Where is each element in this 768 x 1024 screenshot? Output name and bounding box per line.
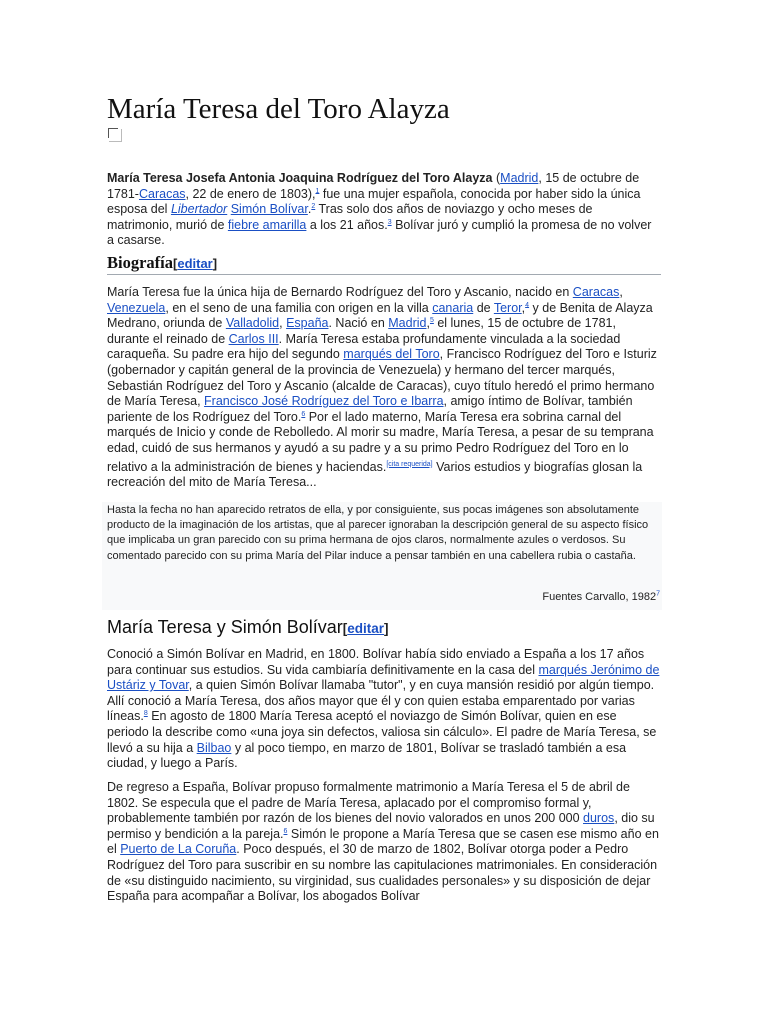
bolivar-paragraph-1: Conoció a Simón Bolívar en Madrid, en 1800. Bolívar había sido enviado a España a los 17 años para continuar sus estudios. Su vida cambiaría definitivamente en la casa del marqués Jerónimo de Ustáriz y Tovar, a quien Simón Bolívar llamaba "tutor", y en cuya mansión residió por algún tiempo. Allí conoció a María Teresa, dos años mayor que él y con quien estaba emparentado por varias líneas.$^8$ En agosto de 1800 María Teresa aceptó el noviazgo de Simón Bolívar, quien en ese periodo la describe como «una joya sin defectos, valiosa sin cálculo». El padre de María Teresa, se llevó a su hija a Bilbao y al poco tiempo, en marzo de 1801, Bolívar se trasladó también a esa ciudad, y luego a París. bbox=[107, 647, 660, 771]
link-madrid[interactable]: Madrid bbox=[500, 171, 539, 185]
link-marques-del-toro[interactable]: marqués del Toro bbox=[343, 347, 440, 362]
section-divider bbox=[107, 274, 661, 275]
section-heading-biografia: Biografía[editar] bbox=[107, 253, 218, 272]
subject-full-name: María Teresa Josefa Antonia Joaquina Rodríguez del Toro Alayza bbox=[107, 171, 493, 185]
link-simon-bolivar[interactable]: Simón Bolívar bbox=[230, 202, 308, 217]
edit-link-biografia[interactable]: [editar] bbox=[173, 256, 218, 271]
link-marques-ustariz[interactable]: marqués Jerónimo de Ustáriz y Tovar bbox=[107, 662, 660, 693]
broken-image-icon bbox=[108, 128, 118, 138]
page-title: María Teresa del Toro Alayza bbox=[107, 93, 450, 125]
link-espana[interactable]: España bbox=[286, 316, 329, 331]
ref-6[interactable]: 6 bbox=[301, 410, 306, 418]
link-bilbao[interactable]: Bilbao bbox=[196, 740, 232, 755]
link-caracas[interactable]: Caracas bbox=[572, 285, 620, 299]
biography-paragraph: María Teresa fue la única hija de Bernardo Rodríguez del Toro y Ascanio, nacido en Caracas, Venezuela, en el seno de una familia con origen en la villa canaria de Teror,$^4$ y de Benita de Alayza Medrano, oriunda de Valladolid, España. Nació en Madrid,$^5$ el lunes, 15 de octubre de 1781, durante el reinado de Carlos III. María Teresa estaba profundamente vinculada a la sociedad caraqueña. Su padre era hijo del segundo marqués del Toro, Francisco Rodríguez del Toro e Isturiz (gobernador y capitán general de la provincia de Venezuela) y hermano del tercer marqués, Sebastián Rodríguez del Toro y Ascanio (alcalde de Caracas), cuyo título heredó el primo hermano de María Teresa, Francisco José Rodríguez del Toro e Ibarra, amigo íntimo de Bolívar, también pariente de los Rodríguez del Toro.$^6$ Por el lado materno, María Teresa era sobrina carnal del marqués de Inicio y conde de Rebolledo. Al morir su madre, María Teresa, a pesar de su temprana edad, cuidó de sus hermanos y ayudó a su padre y a su primo Pedro Rodríguez del Toro en lo relativo a la administración de bienes y haciendas.[cita requerida] Varios estudios y biografías glosan la recreación del mito de María Teresa... bbox=[107, 285, 657, 490]
intro-paragraph: María Teresa Josefa Antonia Joaquina Rodríguez del Toro Alayza (Madrid, 15 de octubre de 1781-Caracas, 22 de enero de 1803),$^1$ fue una mujer española, conocida por haber sido la única esposa del Libertador Simón Bolívar.$^2$ Tras solo dos años de noviazgo y ocho meses de matrimonio, murió de fiebre amarilla a los 21 años.$^3$ Bolívar juró y cumplió la promesa de no volver a casarse. bbox=[107, 171, 652, 248]
citation-needed-tag[interactable]: [cita requerida] bbox=[386, 460, 433, 468]
link-puerto-coruna[interactable]: Puerto de La Coruña bbox=[120, 842, 237, 857]
ref-3[interactable]: 3 bbox=[387, 218, 392, 226]
link-libertador[interactable]: Libertador bbox=[170, 202, 228, 217]
link-venezuela[interactable]: Venezuela bbox=[107, 300, 166, 315]
section-heading-bolivar: María Teresa y Simón Bolívar[editar] bbox=[107, 617, 389, 637]
link-madrid[interactable]: Madrid bbox=[388, 316, 427, 331]
link-caracas[interactable]: Caracas bbox=[138, 186, 186, 201]
ref-6[interactable]: 6 bbox=[283, 827, 288, 835]
link-francisco-jose[interactable]: Francisco José Rodríguez del Toro e Ibarra bbox=[204, 394, 444, 409]
link-valladolid[interactable]: Valladolid bbox=[225, 316, 280, 331]
bolivar-paragraph-2: De regreso a España, Bolívar propuso formalmente matrimonio a María Teresa el 5 de abril de 1802. Se especula que el padre de María Teresa, aplacado por el compromiso formal y, probablemente también por razón de los bienes del novio valorados en unos 200 000 duros, dio su permiso y bendición a la pareja.$^6$ Simón le propone a María Teresa que se casen ese mismo año en el Puerto de La Coruña. Poco después, el 30 de marzo de 1802, Bolívar otorga poder a Pedro Rodríguez del Toro para suscribir en su nombre las capitulaciones matrimoniales. En consideración de «su distinguido nacimiento, su virginidad, sus cualidades personales» y su disposición de dejar España para acompañar a Bolívar, los abogados Bolívar bbox=[107, 780, 659, 904]
ref-7[interactable]: 7 bbox=[656, 590, 660, 598]
edit-link-bolivar[interactable]: [editar] bbox=[342, 621, 389, 636]
ref-4[interactable]: 4 bbox=[525, 301, 530, 309]
link-carlos-iii[interactable]: Carlos III bbox=[228, 331, 279, 346]
quote-text: Hasta la fecha no han aparecido retratos de ella, y por consiguiente, sus pocas imágenes son absolutamente producto de la imaginación de los artistas, que al parecer ignoraban la descripción general de su aspecto físico que implicaba un gran parecido con su prima hermana de ojos claros, normalmente azules o verdosos. Su comentado parecido con su prima María del Pilar induce a pensar también en una cabellera rubia o castaña. bbox=[107, 504, 649, 562]
quote-citation: Fuentes Carvallo, 1982$^7$ bbox=[542, 590, 660, 603]
link-fiebre-amarilla[interactable]: fiebre amarilla bbox=[227, 217, 307, 232]
link-canaria[interactable]: canaria bbox=[432, 300, 474, 315]
link-duros[interactable]: duros bbox=[583, 811, 615, 826]
ref-8[interactable]: 8 bbox=[143, 710, 148, 718]
link-teror[interactable]: Teror bbox=[493, 300, 522, 315]
ref-2[interactable]: 2 bbox=[311, 203, 316, 211]
ref-5[interactable]: 5 bbox=[429, 317, 434, 325]
ref-1[interactable]: 1 bbox=[315, 187, 320, 195]
